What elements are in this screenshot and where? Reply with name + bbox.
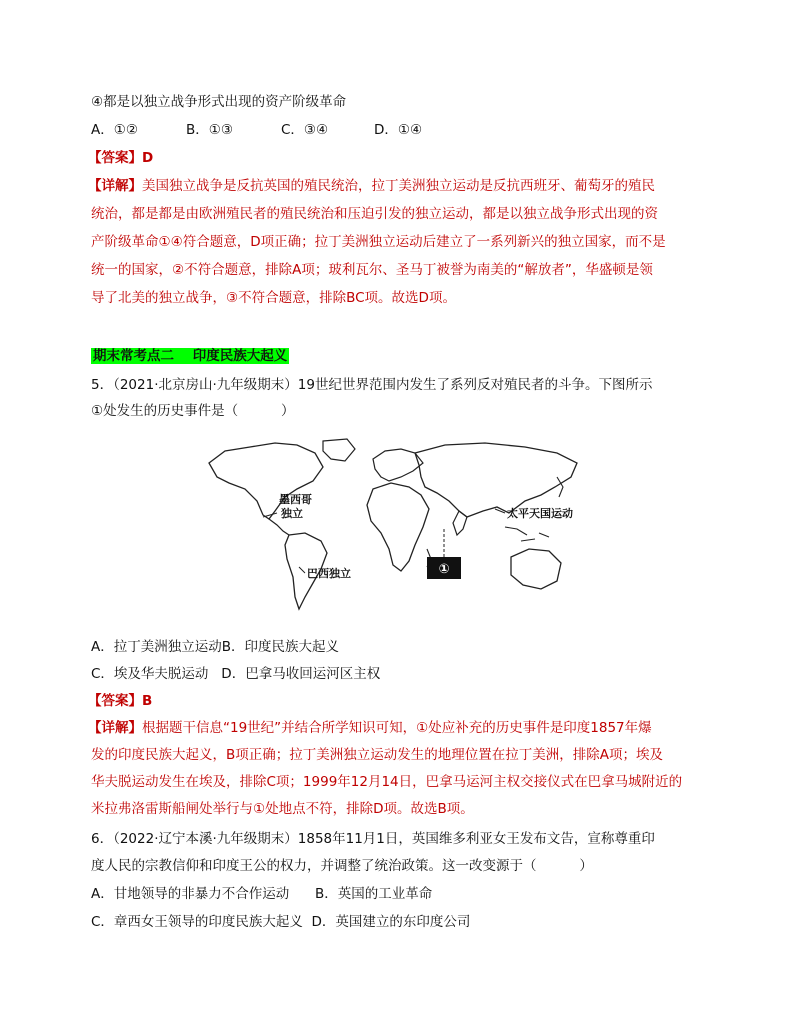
prev-options — [91, 120, 422, 140]
q6-options-line-2: C．章西女王领导的印度民族大起义 D．英国建立的东印度公司 — [91, 914, 471, 930]
q5-explanation-tag: 【详解】 — [88, 720, 142, 736]
world-map-svg — [205, 437, 590, 625]
label-taiping: 太平天国运动 — [507, 507, 573, 520]
section-heading — [91, 346, 289, 366]
world-map — [205, 437, 590, 625]
continent-north-america — [209, 443, 323, 519]
continent-australia — [511, 549, 561, 589]
prev-explanation-line-1 — [88, 176, 655, 196]
q6-stem-line-2: 度人民的宗教信仰和印度王公的权力，并调整了统治政策。这一改变源于（ ） — [91, 858, 593, 874]
q5-explanation-line-2: 发的印度民族大起义，B项正确；拉丁美洲独立运动发生的地理位置在拉丁美洲，排除A项；埃及 — [91, 747, 663, 763]
q6-options-line-1: A．甘地领导的非暴力不合作运动 B．英国的工业革命 — [91, 886, 433, 902]
prev-option-a: A．①② — [91, 122, 138, 138]
india-peninsula — [453, 511, 467, 535]
section-title: 期末常考点二 印度民族大起义 — [93, 348, 288, 364]
q5-explanation-text-1: 根据题干信息“19世纪”并结合所学知识可知，①处应补充的历史事件是印度1857年爆 — [142, 720, 652, 736]
islands-japan — [557, 477, 563, 497]
q5-explanation-line-3: 华夫脱运动发生在埃及，排除C项；1999年12月14日，巴拿马运河主权交接仪式在巴拿马城附近的 — [91, 774, 683, 790]
q5-answer: 【答案】B — [88, 693, 153, 709]
continent-central-america — [269, 519, 289, 535]
label-mexico-line-1: 墨西哥 — [279, 493, 312, 506]
prev-answer: 【答案】D — [88, 150, 154, 166]
q5-stem-line-2: ①处发生的历史事件是（ ） — [91, 403, 295, 419]
label-mexico-line-2: 独立 — [281, 507, 303, 520]
prev-explanation-text-1: 美国独立战争是反抗英国的殖民统治，拉丁美洲独立运动是反抗西班牙、葡萄牙的殖民 — [142, 178, 655, 194]
islands-southeast-asia — [505, 527, 549, 541]
q5-explanation-line-4: 米拉弗洛雷斯船闸处举行与①处地点不符，排除D项。故选B项。 — [91, 801, 474, 817]
q6-stem-line-1: 6．（2022·辽宁本溪·九年级期末）1858年11月1日，英国维多利亚女王发布文告，宣称尊重印 — [91, 831, 655, 847]
q5-options-line-2: C．埃及华夫脱运动 D．巴拿马收回运河区主权 — [91, 666, 381, 682]
continent-asia — [415, 443, 577, 517]
q5-explanation-line-1 — [88, 718, 652, 738]
q5-stem-line-1: 5．（2021·北京房山·九年级期末）19世纪世界范围内发生了系列反对殖民者的斗争。下图所示 — [91, 377, 653, 393]
prev-explanation-tag: 【详解】 — [88, 178, 142, 194]
continent-greenland — [323, 439, 355, 461]
prev-explanation-line-2: 统治，都是都是由欧洲殖民者的殖民统治和压迫引发的独立运动，都是以独立战争形式出现的资 — [91, 206, 658, 222]
prev-item-4: ④都是以独立战争形式出现的资产阶级革命 — [91, 94, 347, 110]
prev-explanation-line-4: 统一的国家，②不符合题意，排除A项；玻利瓦尔、圣马丁被誉为南美的“解放者”，华盛顿是领 — [91, 262, 653, 278]
prev-explanation-line-5: 导了北美的独立战争，③不符合题意，排除BC项。故选D项。 — [91, 290, 456, 306]
label-brazil: 巴西独立 — [307, 567, 351, 580]
pointer-mexico — [263, 513, 277, 517]
pointer-brazil — [299, 567, 305, 573]
q5-options-line-1: A．拉丁美洲独立运动B．印度民族大起义 — [91, 639, 339, 655]
marker-1-label: ① — [438, 562, 450, 577]
prev-explanation-line-3: 产阶级革命①④符合题意，D项正确；拉丁美洲独立运动后建立了一系列新兴的独立国家，而不是 — [91, 234, 666, 250]
prev-option-d: D．①④ — [374, 122, 423, 138]
continent-africa — [367, 483, 429, 571]
prev-option-c: C．③④ — [281, 122, 329, 138]
prev-option-b: B．①③ — [186, 122, 233, 138]
